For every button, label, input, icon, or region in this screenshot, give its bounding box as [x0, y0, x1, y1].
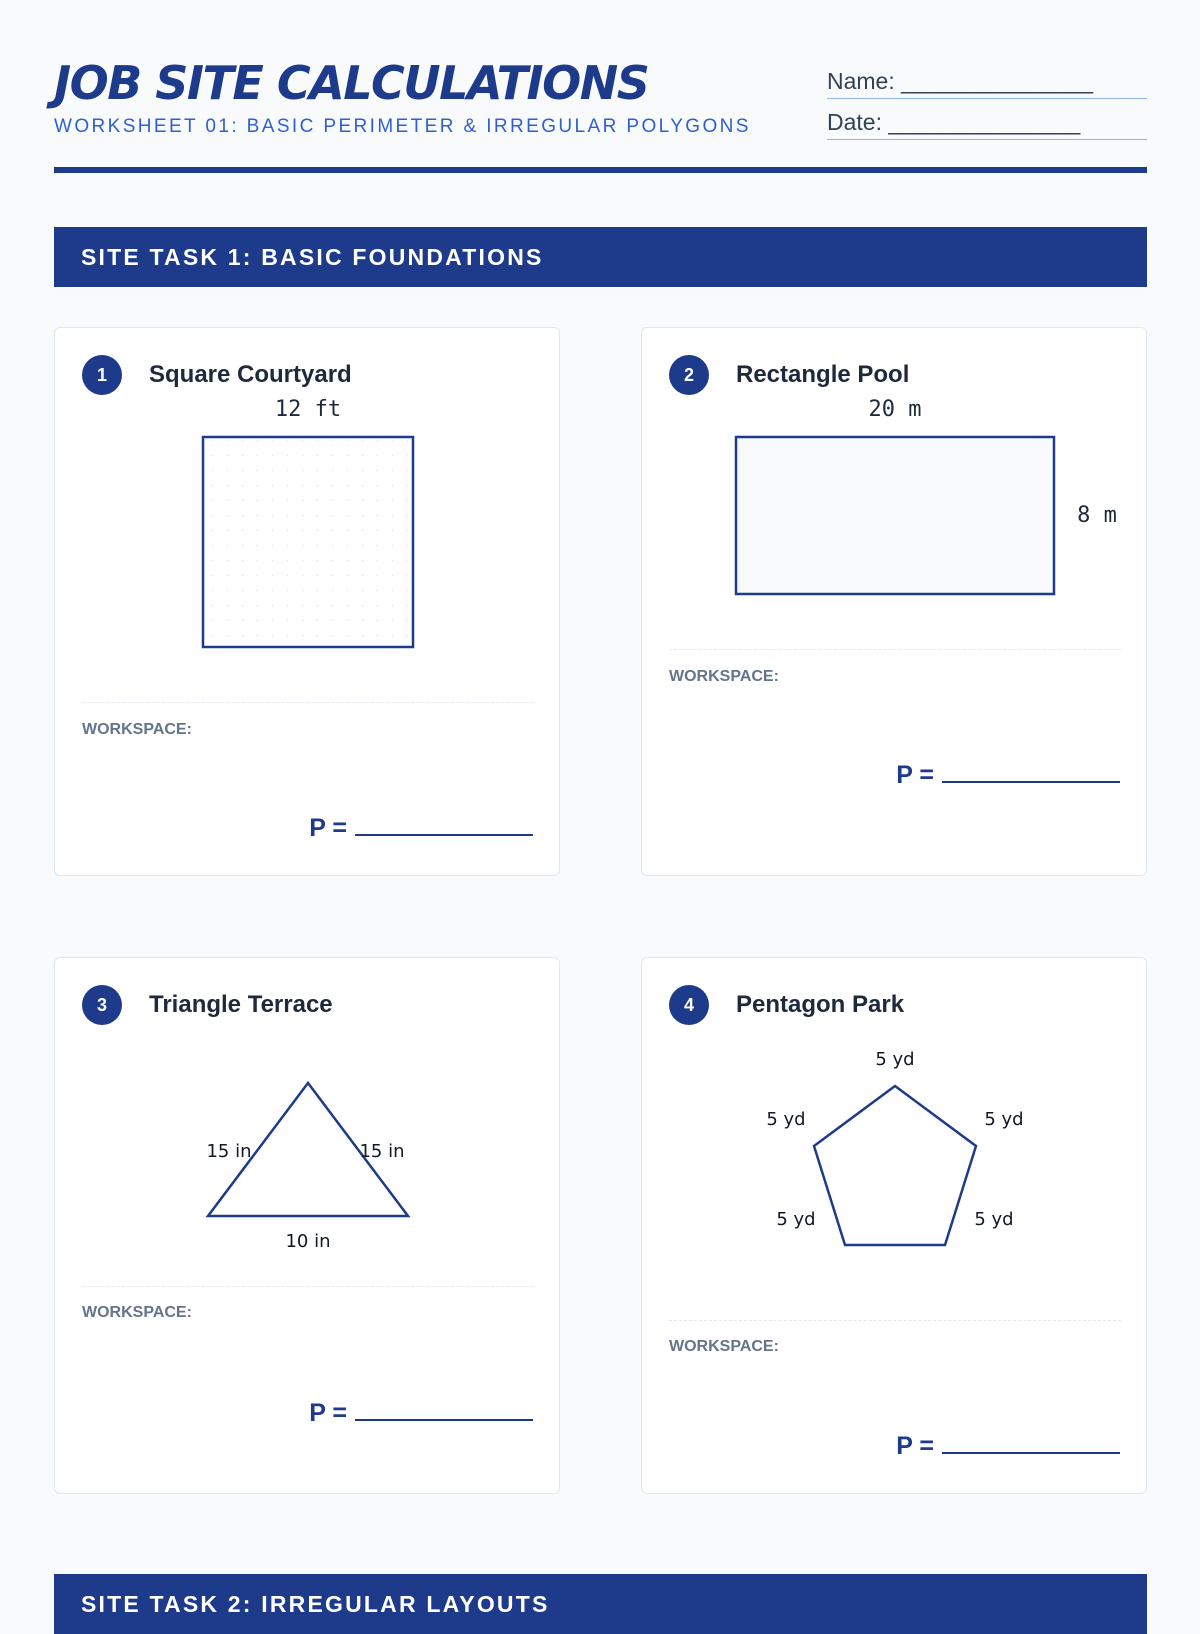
answer-label: P = [896, 761, 934, 789]
problem-title: Pentagon Park [736, 991, 905, 1018]
problem-number-badge: 3 [82, 985, 122, 1025]
answer-blank[interactable] [355, 1403, 533, 1421]
workspace-label: WORKSPACE: [669, 1338, 779, 1355]
pentagon-shape [814, 1086, 976, 1245]
rectangle-height-label: 8 m [1077, 503, 1117, 528]
workspace-label: WORKSPACE: [82, 721, 192, 738]
pentagon-upper-right-label: 5 yd [984, 1109, 1024, 1130]
triangle-base-label: 10 in [285, 1231, 331, 1252]
answer-blank[interactable] [355, 818, 533, 836]
problem-card-1 [54, 327, 560, 876]
answer-field[interactable] [309, 814, 533, 843]
rectangle-diagram [642, 328, 1148, 608]
workspace-divider [669, 649, 1121, 650]
pentagon-lower-left-label: 5 yd [776, 1209, 816, 1230]
pentagon-top-label: 5 yd [875, 1049, 915, 1070]
answer-field[interactable] [309, 1399, 533, 1428]
problem-title: Square Courtyard [149, 361, 352, 388]
name-field[interactable]: Name: _______________ [827, 63, 1147, 99]
header-divider [54, 167, 1147, 173]
triangle-right-label: 15 in [359, 1141, 405, 1162]
workspace-divider [669, 1320, 1121, 1321]
square-diagram [55, 328, 561, 658]
date-field[interactable]: Date: _______________ [827, 104, 1147, 140]
triangle-diagram [55, 958, 561, 1258]
problem-title: Triangle Terrace [149, 991, 333, 1018]
rectangle-shape [736, 437, 1054, 594]
problem-card-4 [641, 957, 1147, 1494]
pentagon-upper-left-label: 5 yd [766, 1109, 806, 1130]
worksheet-subtitle: WORKSHEET 01: BASIC PERIMETER & IRREGULAR POLYGONS [54, 116, 751, 137]
problem-number-badge: 1 [82, 355, 122, 395]
pentagon-lower-right-label: 5 yd [974, 1209, 1014, 1230]
section-banner-task-1: SITE TASK 1: BASIC FOUNDATIONS [54, 227, 1147, 287]
problem-title: Rectangle Pool [736, 361, 910, 388]
workspace-divider [82, 702, 534, 703]
answer-field[interactable] [896, 761, 1120, 790]
problem-number-badge: 4 [669, 985, 709, 1025]
workspace-label: WORKSPACE: [669, 668, 779, 685]
workspace-label: WORKSPACE: [82, 1304, 192, 1321]
answer-blank[interactable] [942, 1436, 1120, 1454]
section-banner-task-2: SITE TASK 2: IRREGULAR LAYOUTS [54, 1574, 1147, 1634]
answer-label: P = [309, 1399, 347, 1427]
answer-label: P = [896, 1432, 934, 1460]
rectangle-width-label: 20 m [868, 397, 922, 422]
square-shape [203, 437, 413, 647]
problem-card-2 [641, 327, 1147, 876]
problem-card-3 [54, 957, 560, 1494]
workspace-divider [82, 1286, 534, 1287]
problem-number-badge: 2 [669, 355, 709, 395]
answer-field[interactable] [896, 1432, 1120, 1461]
pentagon-diagram [642, 958, 1148, 1268]
triangle-left-label: 15 in [206, 1141, 252, 1162]
answer-blank[interactable] [942, 765, 1120, 783]
square-side-label: 12 ft [274, 397, 342, 422]
answer-label: P = [309, 814, 347, 842]
worksheet-title: JOB SITE CALCULATIONS [54, 56, 649, 110]
